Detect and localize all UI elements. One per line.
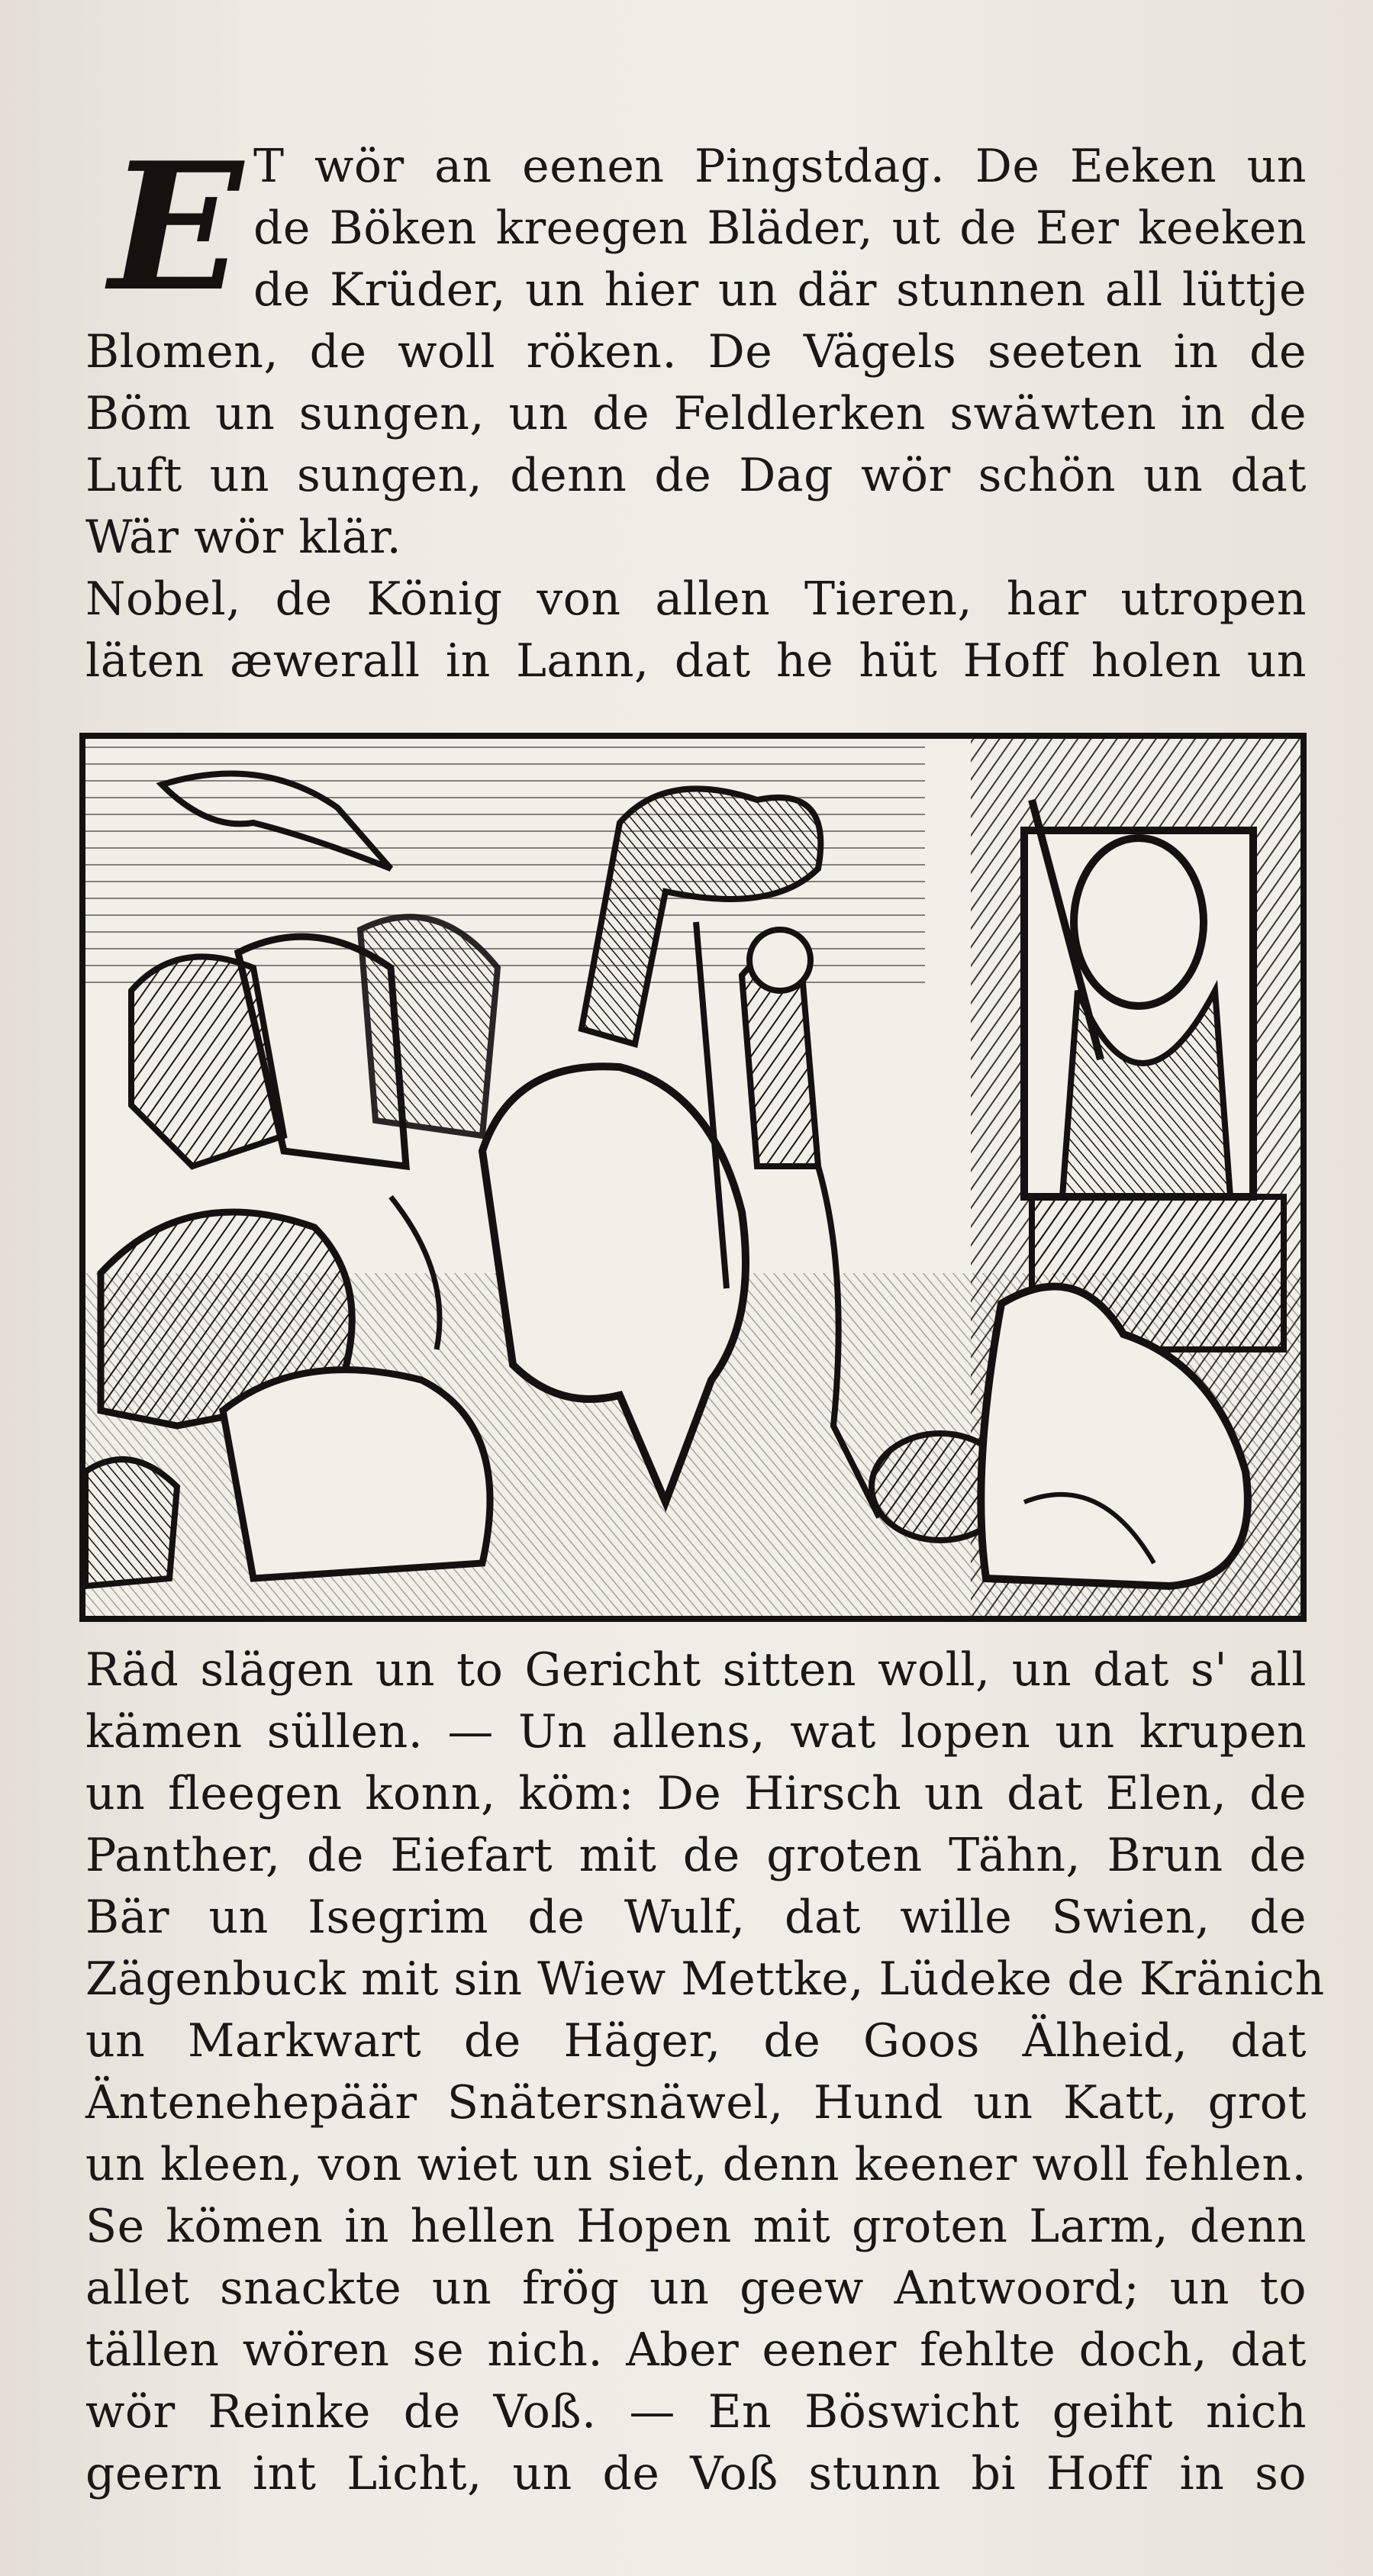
text-line: de Krüder, un hier un där stunnen all lüttje — [253, 263, 1307, 317]
text-line: tällen wören se nich. Aber eener fehlte doch, dat — [85, 2323, 1307, 2377]
text-line: Wär wör klär. — [85, 511, 402, 564]
woodcut-drawing — [85, 739, 1300, 1616]
text-block-bottom — [85, 1639, 1325, 2505]
text-line: Blomen, de woll röken. De Vägels seeten in de — [85, 325, 1307, 379]
text-line: Bär un Isegrim de Wulf, dat wille Swien, de — [85, 1891, 1307, 1944]
text-line: Räd slägen un to Gericht sitten woll, un dat s' all — [85, 1643, 1307, 1697]
text-line: de Böken kreegen Bläder, ut de Eer keeken — [253, 202, 1307, 255]
text-line: un Markwart de Häger, de Goos Älheid, dat — [85, 2014, 1307, 2068]
text-block-top — [85, 124, 1307, 692]
dropcap-letter: E — [108, 124, 243, 330]
text-line: Luft un sungen, denn de Dag wör schön un dat — [85, 449, 1307, 502]
text-line: geern int Licht, un de Voß stunn bi Hoff in so — [85, 2447, 1307, 2500]
woodcut-illustration — [79, 733, 1307, 1622]
text-line: T wör an eenen Pingstdag. De Eeken un — [253, 140, 1307, 193]
text-line: Böm un sungen, un de Feldlerken swäwten in de — [85, 387, 1307, 440]
text-line: kämen süllen. — Un allens, wat lopen un krupen — [85, 1705, 1307, 1759]
text-line: wör Reinke de Voß. — En Böswicht geiht nich — [85, 2385, 1307, 2439]
text-line: Panther, de Eiefart mit de groten Tähn, Brun de — [85, 1829, 1307, 1882]
text-line: Äntenehepäär Snätersnäwel, Hund un Katt, grot — [85, 2076, 1307, 2129]
text-line: un kleen, von wiet un siet, denn keener woll fehlen. — [85, 2138, 1307, 2191]
text-line: un fleegen konn, köm: De Hirsch un dat Elen, de — [85, 1767, 1307, 1820]
text-line: allet snackte un frög un geew Antwoord; un to — [85, 2262, 1307, 2315]
text-line: Nobel, de König von allen Tieren, har utropen — [85, 572, 1307, 626]
text-line: Se kömen in hellen Hopen mit groten Larm, denn — [85, 2200, 1307, 2253]
text-line: läten æwerall in Lann, dat he hüt Hoff holen un — [85, 634, 1307, 688]
text-line: Zägenbuck mit sin Wiew Mettke, Lüdeke de Kränich — [85, 1952, 1325, 2006]
